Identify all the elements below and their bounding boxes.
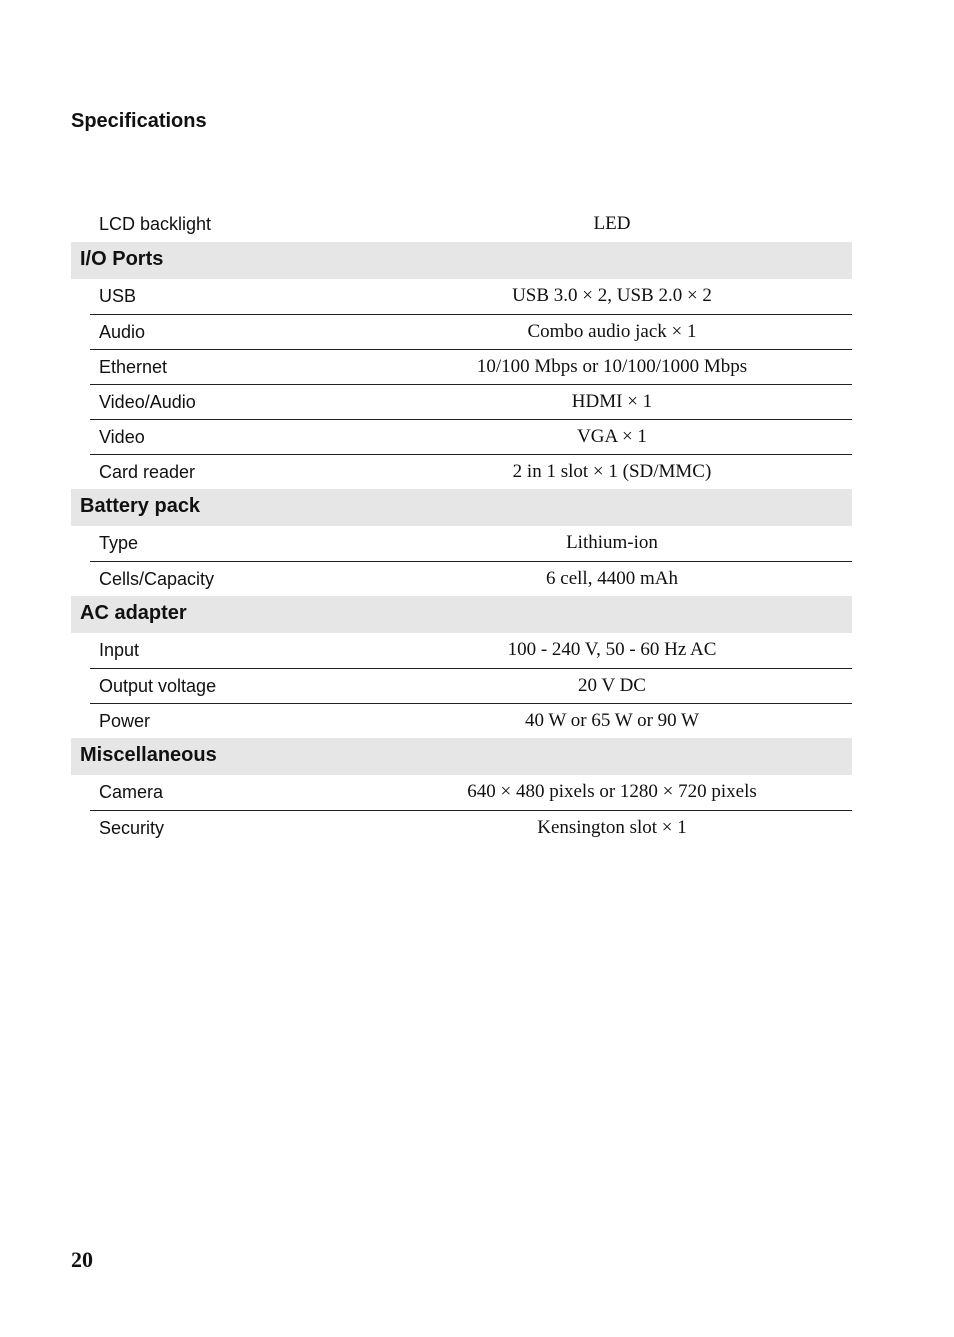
spec-row — [90, 384, 852, 419]
spec-label: Security — [99, 818, 165, 838]
spec-label: Output voltage — [99, 676, 217, 696]
spec-value: HDMI × 1 — [571, 391, 653, 412]
spec-value: 20 V DC — [578, 675, 646, 696]
spec-row — [90, 279, 852, 314]
section-header: Battery pack — [71, 489, 852, 526]
page-heading: Specifications — [71, 110, 207, 132]
spec-value: USB 3.0 × 2, USB 2.0 × 2 — [512, 285, 712, 306]
spec-label: Ethernet — [99, 357, 168, 377]
spec-label: Video — [99, 427, 145, 447]
spec-label: USB — [99, 286, 137, 306]
spec-value: Combo audio jack × 1 — [527, 321, 697, 342]
spec-row — [90, 561, 852, 596]
spec-label: Input — [99, 640, 140, 660]
spec-value: Kensington slot × 1 — [537, 817, 687, 838]
spec-label: Camera — [99, 782, 164, 802]
spec-label: Audio — [99, 322, 146, 342]
spec-row — [90, 810, 852, 845]
spec-label: Card reader — [99, 462, 196, 482]
spec-value: 6 cell, 4400 mAh — [546, 568, 678, 589]
page-number: 20 — [71, 1247, 93, 1272]
spec-label: Video/Audio — [99, 392, 196, 412]
spec-value: 40 W or 65 W or 90 W — [525, 710, 699, 731]
spec-row — [90, 207, 852, 242]
spec-row — [90, 314, 852, 349]
spec-value: 10/100 Mbps or 10/100/1000 Mbps — [476, 356, 748, 377]
spec-row — [90, 775, 852, 810]
spec-row — [90, 668, 852, 703]
spec-value: VGA × 1 — [577, 426, 647, 447]
spec-value: Lithium-ion — [566, 532, 658, 553]
spec-row — [90, 526, 852, 561]
spec-table — [71, 207, 852, 845]
spec-value: LED — [593, 213, 631, 234]
spec-label: Cells/Capacity — [99, 569, 215, 589]
spec-row — [90, 703, 852, 738]
spec-label: Power — [99, 711, 151, 731]
spec-row — [90, 633, 852, 668]
spec-row — [90, 419, 852, 454]
spec-label: Type — [99, 533, 139, 553]
spec-value: 100 - 240 V, 50 - 60 Hz AC — [507, 639, 717, 660]
spec-row — [90, 454, 852, 489]
spec-value: 640 × 480 pixels or 1280 × 720 pixels — [467, 781, 757, 802]
spec-label: LCD backlight — [99, 214, 212, 234]
section-header: I/O Ports — [71, 242, 852, 279]
section-header: AC adapter — [71, 596, 852, 633]
spec-value: 2 in 1 slot × 1 (SD/MMC) — [512, 461, 712, 482]
spec-row — [90, 349, 852, 384]
section-header: Miscellaneous — [71, 738, 852, 775]
